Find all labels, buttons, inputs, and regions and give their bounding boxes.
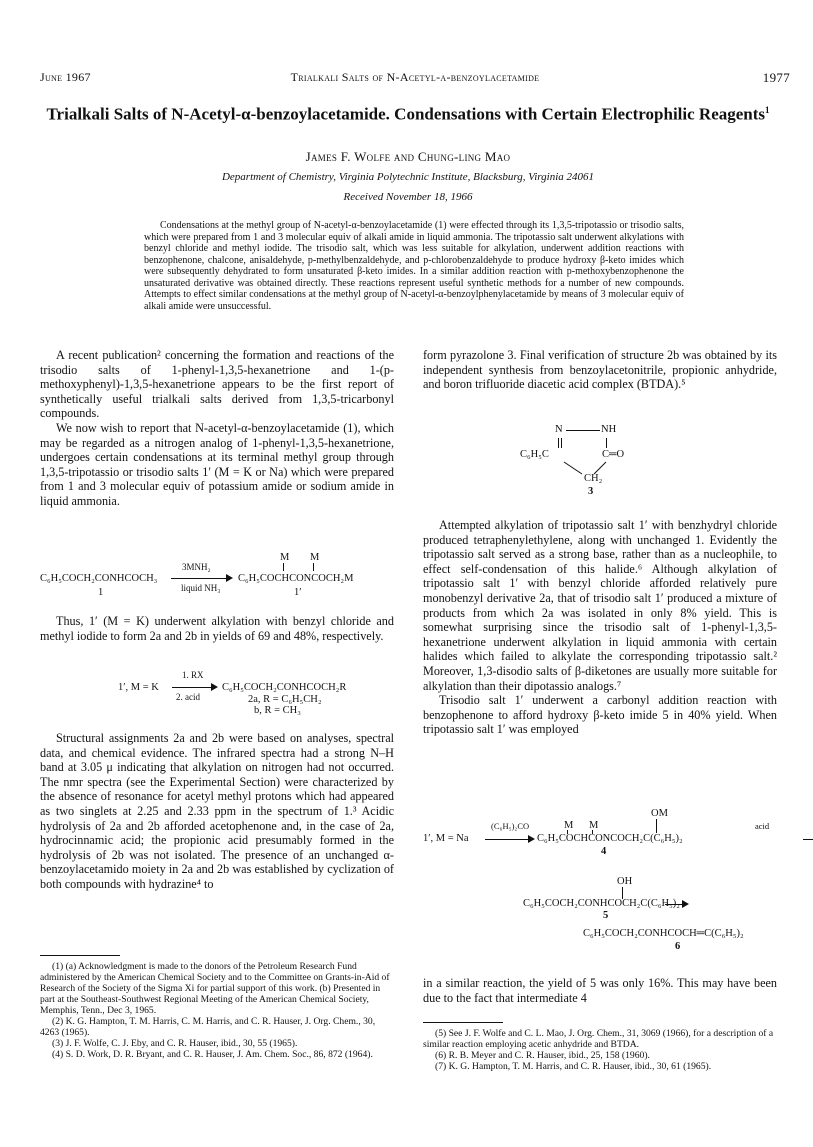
eq3-reactant: 1′, M = Na: [423, 833, 469, 844]
article-title: [40, 100, 776, 125]
column-left-cont2: [40, 731, 394, 892]
eq3-intermediate: C₆H₅COCHCONCOCH₂C(C₆H₅)₂: [537, 833, 683, 844]
paragraph: Trisodio salt 1′ underwent a carbonyl addition reaction with benzophenone to afford hydroxy β-keto imide 5 in 40% yield. When tripotassio salt 1′ was employed: [423, 693, 777, 737]
eq1-product-number: 1′: [294, 587, 302, 598]
eq2-variant-b: b, R = CH₃: [254, 705, 301, 716]
reaction-arrow-icon: [803, 834, 813, 844]
header-page-number: 1977: [762, 70, 790, 85]
s3-nh: NH: [601, 424, 617, 435]
footnotes-right: [423, 1028, 777, 1072]
paragraph: form pyrazolone 3. Final verification of structure 2b was obtained by its independent synthesis from benzoylacetonitrile, propionic anhydride, and boron trifluoride diacetic acid complex (BTDA).⁵: [423, 348, 777, 392]
reaction-arrow-icon: [485, 834, 535, 844]
equation-1: [40, 552, 394, 602]
eq1-reactant-number: 1: [98, 587, 104, 598]
reaction-arrow-icon: [171, 573, 233, 583]
footnote: (4) S. D. Work, D. R. Bryant, and C. R. Hauser, J. Am. Chem. Soc., 86, 872 (1964).: [52, 1049, 373, 1060]
column-right: [423, 348, 777, 392]
footnote: (2) K. G. Hampton, T. M. Harris, C. M. Harris, and C. R. Hauser, J. Org. Chem., 30, 4263 (1965).: [40, 1016, 376, 1038]
eq2-product: C₆H₅COCH₂CONHCOCH₂R: [222, 682, 347, 693]
eq2-reactant: 1′, M = K: [118, 682, 159, 693]
footnote-divider: [423, 1022, 503, 1023]
eq1-product: C₆H₅COCHCONCOCH₂M: [238, 573, 354, 584]
s3-compound-number: 3: [588, 486, 594, 497]
column-right-cont: [423, 518, 777, 737]
column-left-cont: [40, 614, 394, 643]
abstract: Condensations at the methyl group of N-acetyl-α-benzoylacetamide (1) were effected through its 1,3,5-tripotassio or trisodio salts, which were prepared from 1 and 3 molecular equiv of alkali amide in liquid ammonia. The tripotassio salt underwent alkylations with benzyl chloride and methyl iodide. The trisodio salt, which was less suitable for alkylation, underwent addition reactions with benzophenone, chalcone, anisaldehyde, p-methylbenzaldehyde, and p-chlorobenzaldehyde to produce hydroxy β-keto imides which were subsequently dehydrated to form unsaturated β-keto imides. In a similar addition reaction with p-methoxybenzophenone the unsaturated derivative was obtained directly. These reactions represent useful synthetic methods for a number of new compounds. Attempts to effect similar condensations at the methyl group of N-acetyl-α-benzoylphenylacetamide by means of 3 molecular equiv of alkali amide were unsuccessful.: [144, 220, 684, 312]
eq3-acid: acid: [755, 821, 770, 831]
eq3-number: 4: [601, 846, 607, 857]
equation-2: [118, 670, 394, 718]
authors: James F. Wolfe and Chung-ling Mao: [305, 149, 511, 164]
received-date: Received November 18, 1966: [343, 191, 473, 203]
eq1-condition: liquid NH₃: [181, 583, 221, 593]
footnote: (3) J. F. Wolfe, C. J. Eby, and C. R. Hauser, ibid., 30, 55 (1965).: [52, 1038, 298, 1049]
footnotes-left: [40, 961, 394, 1060]
column-left: [40, 348, 394, 509]
footnote: (1) (a) Acknowledgment is made to the donors of the Petroleum Research Fund administered by the American Chemical Society and to the Committee on Grants-in-Aid of Research of the Society of the Sigma Xi for partial support of this work. (b) Presented in part at the Southeast-Southwest Regional Meeting of the American Chemical Society, Memphis, Tenn., Dec 3, 1965.: [40, 961, 390, 1016]
s3-methylene: CH₂: [584, 473, 603, 484]
eq4-number: 5: [603, 910, 609, 921]
eq4-compound: C₆H₅COCH₂CONHCOCH₂C(C₆H₅)₂: [523, 898, 680, 909]
eq1-m-label: M: [280, 552, 290, 563]
eq2-reagent: 1. RX: [182, 670, 204, 680]
eq3-m-label: M: [564, 820, 574, 831]
footnote: (5) See J. F. Wolfe and C. L. Mao, J. Org. Chem., 31, 3069 (1966), for a description of a similar reaction employing acetic anhydride and BTDA.: [423, 1028, 774, 1050]
structure-3: [520, 424, 670, 504]
affiliation: Department of Chemistry, Virginia Polytechnic Institute, Blacksburg, Virginia 24061: [221, 171, 594, 183]
header-date: June 1967: [40, 70, 91, 84]
title-text: Trialkali Salts of N-Acetyl-α-benzoylacetamide. Condensations with Certain Electrophilic Reagents: [46, 104, 766, 124]
header-running-title: Trialkali Salts of N-Acetyl-α-benzoylacetamide: [290, 70, 540, 84]
reaction-arrow-icon: [665, 899, 689, 909]
paragraph: Attempted alkylation of tripotassio salt 1′ with benzhydryl chloride produced tetraphenylethylene, along with unchanged 1. Evidently the tripotassio salt served as a strong base, rather than as a nucleophile, to effect self-condensation of this halide.⁶ Although alkylation of tripotassio salt 1′ with benzyl chloride afforded relatively pure monobenzyl derivative 2a, that of trisodio salt 1′ produced a mixture of products from which 2a was isolated in only 8% yield. This is somewhat surprising since the trisodio salt of 1-phenyl-1,3,5-hexanetrione underwent alkylation in liquid ammonia with certain halides which failed to alkylate the corresponding tripotassio salt.² Moreover, 1,3-disodio salts of β-diketones are usually more suitable for alkylation than their dipotassio analogs.⁷: [423, 518, 777, 693]
eq5-compound: C₆H₅COCH₂CONHCOCH═C(C₆H₅)₂: [583, 928, 744, 939]
eq5-number: 6: [675, 941, 681, 952]
eq3-reagent: (C₆H₅)₂CO: [491, 821, 530, 831]
column-right-cont2: [423, 976, 777, 1005]
s3-carbonyl: C═O: [602, 449, 625, 460]
paragraph: We now wish to report that N-acetyl-α-benzoylacetamide (1), which may be regarded as a nitrogen analog of 1-phenyl-1,3,5-hexanetrione, undergoes certain condensations at its terminal methyl group through 1,3,5-tripotassio or trisodio salts 1′ (M = K or Na) which were prepared from 1 and 3 molecular equiv of potassium amide or sodium amide in liquid ammonia.: [40, 420, 394, 508]
eq4-oh: OH: [617, 876, 633, 887]
eq3-om: OM: [651, 808, 668, 819]
eq1-m-label: M: [310, 552, 320, 563]
footnote: (6) R. B. Meyer and C. R. Hauser, ibid., 25, 158 (1960).: [435, 1050, 650, 1061]
eq2-variant-a: 2a, R = C₆H₅CH₂: [248, 694, 322, 705]
eq2-condition: 2. acid: [176, 692, 200, 702]
equation-3: [423, 808, 777, 856]
s3-n: N: [555, 424, 563, 435]
paragraph: in a similar reaction, the yield of 5 was only 16%. This may have been due to the fact that intermediate 4: [423, 976, 777, 1005]
equation-4: [523, 876, 723, 920]
paragraph: A recent publication² concerning the formation and reactions of the trisodio salts of 1-phenyl-1,3,5-hexanetrione and 1-(p-methoxyphenyl)-1,3,5-hexanetrione appears to be the first report of synthetically useful trialkali salts derived from 1,3,5-tricarbonyl compounds.: [40, 348, 394, 421]
eq1-reactant: C₆H₅COCH₂CONHCOCH₃: [40, 573, 158, 584]
title-footnote-marker: 1: [765, 105, 770, 115]
s3-phenyl-carbon: C₆H₅C: [520, 449, 549, 460]
footnote-divider: [40, 955, 120, 956]
eq1-reagent: 3MNH₂: [182, 562, 211, 572]
footnote: (7) K. G. Hampton, T. M. Harris, and C. R. Hauser, ibid., 30, 61 (1965).: [435, 1061, 712, 1072]
running-header: [40, 70, 790, 90]
equation-5: [583, 928, 777, 958]
reaction-arrow-icon: [172, 682, 218, 692]
eq3-m-label: M: [589, 820, 599, 831]
paragraph: Thus, 1′ (M = K) underwent alkylation with benzyl chloride and methyl iodide to form 2a and 2b in yields of 69 and 48%, respectively.: [40, 614, 394, 643]
paragraph: Structural assignments 2a and 2b were based on analyses, spectral data, and chemical evidence. The infrared spectra had a strong N–H band at 3.05 μ indicating that alkylation on nitrogen had not occurred. The nmr spectra (see the Experimental Section) were characterized by the absence of resonance for acetyl methyl protons which had appeared as two singlets at 2.25 and 2.33 ppm in the spectrum of 1.³ Acidic hydrolysis of 2a and 2b afforded acetophenone and, in the case of 2a, hydrocinnamic acid; the propionic acid presumably formed in the hydrolysis of 2b was not isolated. The presence of an unchanged α-benzoylacetamido moiety in 2a and 2b was established by cyclization of both compounds with hydrazine⁴ to: [40, 731, 394, 891]
